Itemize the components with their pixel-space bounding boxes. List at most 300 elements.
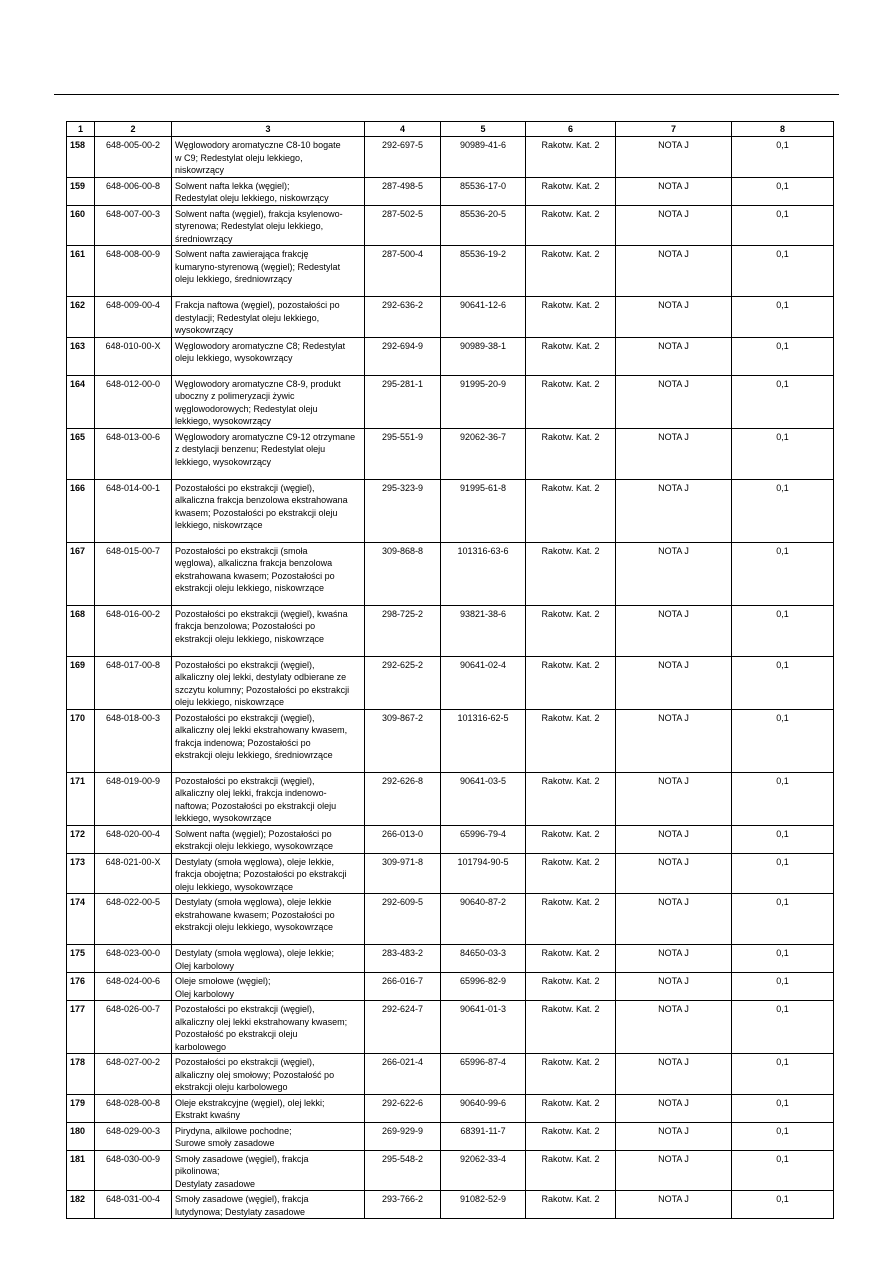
row-number: 162 bbox=[67, 297, 95, 338]
concentration-limit: 0,1 bbox=[732, 709, 834, 772]
we-number: 292-609-5 bbox=[365, 894, 441, 945]
substance-table bbox=[66, 121, 834, 1219]
we-number: 292-636-2 bbox=[365, 297, 441, 338]
classification: Rakotw. Kat. 2 bbox=[526, 1054, 616, 1095]
row-number: 159 bbox=[67, 177, 95, 205]
substance-name-line: Pozostałości po ekstrakcji (węgiel), bbox=[175, 775, 315, 786]
substance-name-line: alkaliczny olej lekki ekstrahowany kwasem, bbox=[175, 725, 348, 735]
table-row bbox=[67, 337, 834, 375]
note: NOTA J bbox=[616, 1054, 732, 1095]
concentration-limit: 0,1 bbox=[732, 297, 834, 338]
substance-name-line: Redestylat oleju lekkiego, niskowrzący bbox=[175, 193, 329, 203]
note: NOTA J bbox=[616, 246, 732, 297]
index-number: 648-024-00-6 bbox=[95, 973, 172, 1001]
substance-name-line: Ekstrakt kwaśny bbox=[175, 1110, 241, 1120]
row-number: 168 bbox=[67, 605, 95, 656]
we-number: 287-500-4 bbox=[365, 246, 441, 297]
note: NOTA J bbox=[616, 656, 732, 709]
concentration-limit: 0,1 bbox=[732, 479, 834, 542]
we-number: 292-626-8 bbox=[365, 772, 441, 825]
substance-name-line: wysokowrzący bbox=[175, 325, 234, 335]
classification: Rakotw. Kat. 2 bbox=[526, 825, 616, 853]
substance-name-line: Olej karbolowy bbox=[175, 960, 235, 971]
substance-name-line: frakcja indenowa; Pozostałości po bbox=[175, 737, 311, 748]
substance-name bbox=[172, 894, 365, 945]
header-col-3: 3 bbox=[172, 122, 365, 137]
substance-name-line: oleju lekkiego, średniowrzący bbox=[175, 274, 293, 284]
index-number: 648-006-00-8 bbox=[95, 177, 172, 205]
substance-name-line: Solwent nafta (węgiel); Pozostałości po bbox=[175, 828, 332, 839]
index-number: 648-013-00-6 bbox=[95, 428, 172, 479]
substance-name-line: lekkiego, wysokowrzący bbox=[175, 456, 272, 467]
substance-name bbox=[172, 1191, 365, 1219]
substance-name bbox=[172, 973, 365, 1001]
substance-name-line: oleju lekkiego, niskowrzące bbox=[175, 697, 285, 707]
classification: Rakotw. Kat. 2 bbox=[526, 1150, 616, 1191]
classification: Rakotw. Kat. 2 bbox=[526, 137, 616, 178]
table-row bbox=[67, 945, 834, 973]
concentration-limit: 0,1 bbox=[732, 205, 834, 246]
substance-name-line: alkaliczny olej smołowy; Pozostałość po bbox=[175, 1069, 335, 1080]
row-number: 163 bbox=[67, 337, 95, 375]
table-row bbox=[67, 1191, 834, 1219]
substance-name-line: Pirydyna, alkilowe pochodne; bbox=[175, 1125, 292, 1136]
concentration-limit: 0,1 bbox=[732, 853, 834, 894]
note: NOTA J bbox=[616, 137, 732, 178]
cas-number: 84650-03-3 bbox=[441, 945, 526, 973]
index-number: 648-010-00-X bbox=[95, 337, 172, 375]
substance-name-line: Węglowodory aromatyczne C8-9, produkt bbox=[175, 378, 341, 389]
substance-name-line: ekstrakcji oleju lekkiego, wysokowrzące bbox=[175, 841, 334, 851]
row-number: 176 bbox=[67, 973, 95, 1001]
cas-number: 92062-36-7 bbox=[441, 428, 526, 479]
row-number: 180 bbox=[67, 1122, 95, 1150]
substance-name-line: Smoły zasadowe (węgiel), frakcja bbox=[175, 1194, 309, 1204]
substance-name bbox=[172, 772, 365, 825]
substance-name-line: Pozostałości po ekstrakcji (węgiel), bbox=[175, 659, 315, 670]
index-number: 648-008-00-9 bbox=[95, 246, 172, 297]
substance-name bbox=[172, 605, 365, 656]
table-row bbox=[67, 542, 834, 605]
classification: Rakotw. Kat. 2 bbox=[526, 709, 616, 772]
header-col-4: 4 bbox=[365, 122, 441, 137]
substance-name-line: Destylaty (smoła węglowa), oleje lekkie, bbox=[175, 856, 335, 867]
substance-name-line: ekstrakcji oleju lekkiego, średniowrzące bbox=[175, 750, 333, 760]
row-number: 169 bbox=[67, 656, 95, 709]
table-row bbox=[67, 246, 834, 297]
cas-number: 65996-79-4 bbox=[441, 825, 526, 853]
row-number: 165 bbox=[67, 428, 95, 479]
substance-name bbox=[172, 479, 365, 542]
classification: Rakotw. Kat. 2 bbox=[526, 894, 616, 945]
substance-name-line: Oleje ekstrakcyjne (węgiel), olej lekki; bbox=[175, 1097, 325, 1108]
header-col-2: 2 bbox=[95, 122, 172, 137]
concentration-limit: 0,1 bbox=[732, 177, 834, 205]
index-number: 648-021-00-X bbox=[95, 853, 172, 894]
cas-number: 65996-87-4 bbox=[441, 1054, 526, 1095]
substance-name-line: oleju lekkiego, wysokowrzący bbox=[175, 353, 293, 363]
substance-name bbox=[172, 1054, 365, 1095]
we-number: 266-013-0 bbox=[365, 825, 441, 853]
substance-name-line: ekstrahowana kwasem; Pozostałości po bbox=[175, 570, 335, 581]
we-number: 298-725-2 bbox=[365, 605, 441, 656]
note: NOTA J bbox=[616, 1001, 732, 1054]
cas-number: 90641-01-3 bbox=[441, 1001, 526, 1054]
cas-number: 90989-38-1 bbox=[441, 337, 526, 375]
substance-name-line: Węglowodory aromatyczne C9-12 otrzymane bbox=[175, 431, 356, 442]
table-row bbox=[67, 825, 834, 853]
note: NOTA J bbox=[616, 605, 732, 656]
table-row bbox=[67, 1001, 834, 1054]
note: NOTA J bbox=[616, 542, 732, 605]
substance-name bbox=[172, 656, 365, 709]
index-number: 648-029-00-3 bbox=[95, 1122, 172, 1150]
table-row bbox=[67, 1054, 834, 1095]
row-number: 166 bbox=[67, 479, 95, 542]
cas-number: 91995-20-9 bbox=[441, 375, 526, 428]
substance-name-line: alkaliczny olej lekki, frakcja indenowo- bbox=[175, 788, 327, 798]
substance-name-line: średniowrzący bbox=[175, 233, 233, 244]
cas-number: 91995-61-8 bbox=[441, 479, 526, 542]
page-top-rule bbox=[54, 94, 839, 95]
note: NOTA J bbox=[616, 1122, 732, 1150]
note: NOTA J bbox=[616, 337, 732, 375]
substance-name bbox=[172, 205, 365, 246]
substance-name-line: ekstrahowane kwasem; Pozostałości po bbox=[175, 909, 335, 920]
classification: Rakotw. Kat. 2 bbox=[526, 1122, 616, 1150]
index-number: 648-009-00-4 bbox=[95, 297, 172, 338]
we-number: 293-766-2 bbox=[365, 1191, 441, 1219]
substance-name-line: pikolinowa; bbox=[175, 1166, 220, 1176]
substance-name-line: Pozostałości po ekstrakcji (smoła bbox=[175, 545, 308, 556]
cas-number: 85536-17-0 bbox=[441, 177, 526, 205]
cas-number: 90640-99-6 bbox=[441, 1094, 526, 1122]
we-number: 292-624-7 bbox=[365, 1001, 441, 1054]
substance-name-line: Frakcja naftowa (węgiel), pozostałości po bbox=[175, 300, 340, 310]
index-number: 648-012-00-0 bbox=[95, 375, 172, 428]
substance-name bbox=[172, 1150, 365, 1191]
cas-number: 91082-52-9 bbox=[441, 1191, 526, 1219]
row-number: 179 bbox=[67, 1094, 95, 1122]
table-row bbox=[67, 297, 834, 338]
index-number: 648-017-00-8 bbox=[95, 656, 172, 709]
classification: Rakotw. Kat. 2 bbox=[526, 1001, 616, 1054]
classification: Rakotw. Kat. 2 bbox=[526, 605, 616, 656]
classification: Rakotw. Kat. 2 bbox=[526, 945, 616, 973]
classification: Rakotw. Kat. 2 bbox=[526, 375, 616, 428]
classification: Rakotw. Kat. 2 bbox=[526, 772, 616, 825]
header-col-1: 1 bbox=[67, 122, 95, 137]
table-row bbox=[67, 375, 834, 428]
cas-number: 90641-02-4 bbox=[441, 656, 526, 709]
table-row bbox=[67, 656, 834, 709]
concentration-limit: 0,1 bbox=[732, 1094, 834, 1122]
concentration-limit: 0,1 bbox=[732, 894, 834, 945]
cas-number: 85536-20-5 bbox=[441, 205, 526, 246]
cas-number: 90640-87-2 bbox=[441, 894, 526, 945]
classification: Rakotw. Kat. 2 bbox=[526, 1191, 616, 1219]
substance-name-line: Solwent nafta lekka (węgiel); bbox=[175, 180, 290, 191]
substance-name bbox=[172, 1001, 365, 1054]
concentration-limit: 0,1 bbox=[732, 542, 834, 605]
index-number: 648-026-00-7 bbox=[95, 1001, 172, 1054]
note: NOTA J bbox=[616, 479, 732, 542]
concentration-limit: 0,1 bbox=[732, 772, 834, 825]
substance-name bbox=[172, 297, 365, 338]
substance-name-line: alkaliczny olej lekki, destylaty odbierane ze bbox=[175, 672, 347, 682]
note: NOTA J bbox=[616, 1094, 732, 1122]
substance-name-line: styrenowa; Redestylat oleju lekkiego, bbox=[175, 221, 324, 231]
index-number: 648-015-00-7 bbox=[95, 542, 172, 605]
we-number: 295-281-1 bbox=[365, 375, 441, 428]
we-number: 292-625-2 bbox=[365, 656, 441, 709]
classification: Rakotw. Kat. 2 bbox=[526, 853, 616, 894]
row-number: 177 bbox=[67, 1001, 95, 1054]
substance-name-line: Surowe smoły zasadowe bbox=[175, 1138, 275, 1148]
we-number: 292-697-5 bbox=[365, 137, 441, 178]
substance-name-line: destylacji; Redestylat oleju lekkiego, bbox=[175, 312, 320, 323]
index-number: 648-019-00-9 bbox=[95, 772, 172, 825]
we-number: 283-483-2 bbox=[365, 945, 441, 973]
substance-name-line: Destylaty zasadowe bbox=[175, 1178, 256, 1189]
substance-name bbox=[172, 177, 365, 205]
substance-name bbox=[172, 337, 365, 375]
substance-name-line: ekstrakcji oleju lekkiego, wysokowrzące bbox=[175, 922, 334, 932]
cas-number: 65996-82-9 bbox=[441, 973, 526, 1001]
concentration-limit: 0,1 bbox=[732, 375, 834, 428]
substance-name-line: kwasem; Pozostałości po ekstrakcji oleju bbox=[175, 507, 338, 518]
substance-name bbox=[172, 1122, 365, 1150]
classification: Rakotw. Kat. 2 bbox=[526, 656, 616, 709]
substance-name-line: Pozostałości po ekstrakcji (węgiel), bbox=[175, 1004, 315, 1014]
table-row bbox=[67, 853, 834, 894]
substance-name-line: ekstrakcji oleju karbolowego bbox=[175, 1082, 288, 1092]
cas-number: 90641-03-5 bbox=[441, 772, 526, 825]
we-number: 295-323-9 bbox=[365, 479, 441, 542]
substance-name-line: Węglowodory aromatyczne C8-10 bogate bbox=[175, 140, 341, 150]
header-col-5: 5 bbox=[441, 122, 526, 137]
note: NOTA J bbox=[616, 825, 732, 853]
note: NOTA J bbox=[616, 375, 732, 428]
substance-name-line: Oleje smołowe (węgiel); bbox=[175, 976, 271, 986]
note: NOTA J bbox=[616, 1150, 732, 1191]
substance-name bbox=[172, 246, 365, 297]
row-number: 164 bbox=[67, 375, 95, 428]
note: NOTA J bbox=[616, 709, 732, 772]
index-number: 648-028-00-8 bbox=[95, 1094, 172, 1122]
concentration-limit: 0,1 bbox=[732, 656, 834, 709]
substance-name-line: lekkiego, niskowrzące bbox=[175, 520, 263, 530]
concentration-limit: 0,1 bbox=[732, 945, 834, 973]
substance-name-line: uboczny z polimeryzacji żywic bbox=[175, 391, 295, 401]
substance-name bbox=[172, 709, 365, 772]
note: NOTA J bbox=[616, 894, 732, 945]
table-row bbox=[67, 137, 834, 178]
index-number: 648-023-00-0 bbox=[95, 945, 172, 973]
substance-name-line: oleju lekkiego, wysokowrzące bbox=[175, 881, 294, 892]
substance-name-line: karbolowego bbox=[175, 1041, 227, 1052]
substance-name-line: szczytu kolumny; Pozostałości po ekstrakcji bbox=[175, 684, 350, 695]
substance-name-line: lutydynowa; Destylaty zasadowe bbox=[175, 1206, 306, 1217]
classification: Rakotw. Kat. 2 bbox=[526, 973, 616, 1001]
classification: Rakotw. Kat. 2 bbox=[526, 428, 616, 479]
we-number: 295-548-2 bbox=[365, 1150, 441, 1191]
index-number: 648-005-00-2 bbox=[95, 137, 172, 178]
substance-name bbox=[172, 825, 365, 853]
substance-name-line: Węglowodory aromatyczne C8; Redestylat bbox=[175, 340, 346, 351]
note: NOTA J bbox=[616, 297, 732, 338]
classification: Rakotw. Kat. 2 bbox=[526, 205, 616, 246]
substance-name-line: z destylacji benzenu; Redestylat oleju bbox=[175, 444, 326, 454]
concentration-limit: 0,1 bbox=[732, 1122, 834, 1150]
substance-name-line: Smoły zasadowe (węgiel), frakcja bbox=[175, 1153, 309, 1164]
index-number: 648-031-00-4 bbox=[95, 1191, 172, 1219]
index-number: 648-014-00-1 bbox=[95, 479, 172, 542]
row-number: 158 bbox=[67, 137, 95, 178]
table-row bbox=[67, 479, 834, 542]
row-number: 182 bbox=[67, 1191, 95, 1219]
we-number: 309-868-8 bbox=[365, 542, 441, 605]
index-number: 648-022-00-5 bbox=[95, 894, 172, 945]
substance-name-line: Solwent nafta zawierająca frakcję bbox=[175, 249, 309, 259]
substance-name-line: ekstrakcji oleju lekkiego, niskowrzące bbox=[175, 633, 325, 644]
concentration-limit: 0,1 bbox=[732, 337, 834, 375]
table-row bbox=[67, 428, 834, 479]
classification: Rakotw. Kat. 2 bbox=[526, 337, 616, 375]
substance-name bbox=[172, 853, 365, 894]
classification: Rakotw. Kat. 2 bbox=[526, 1094, 616, 1122]
we-number: 295-551-9 bbox=[365, 428, 441, 479]
we-number: 266-016-7 bbox=[365, 973, 441, 1001]
header-col-6: 6 bbox=[526, 122, 616, 137]
substance-name bbox=[172, 945, 365, 973]
table-row bbox=[67, 709, 834, 772]
concentration-limit: 0,1 bbox=[732, 825, 834, 853]
cas-number: 93821-38-6 bbox=[441, 605, 526, 656]
concentration-limit: 0,1 bbox=[732, 246, 834, 297]
we-number: 269-929-9 bbox=[365, 1122, 441, 1150]
header-col-7: 7 bbox=[616, 122, 732, 137]
index-number: 648-020-00-4 bbox=[95, 825, 172, 853]
substance-name-line: w C9; Redestylat oleju lekkiego, bbox=[175, 152, 303, 163]
table-row bbox=[67, 1094, 834, 1122]
substance-name-line: naftowa; Pozostałości po ekstrakcji oleju bbox=[175, 800, 337, 811]
note: NOTA J bbox=[616, 428, 732, 479]
note: NOTA J bbox=[616, 772, 732, 825]
substance-name bbox=[172, 1094, 365, 1122]
row-number: 160 bbox=[67, 205, 95, 246]
cas-number: 92062-33-4 bbox=[441, 1150, 526, 1191]
row-number: 167 bbox=[67, 542, 95, 605]
row-number: 161 bbox=[67, 246, 95, 297]
row-number: 172 bbox=[67, 825, 95, 853]
classification: Rakotw. Kat. 2 bbox=[526, 542, 616, 605]
substance-name-line: Solwent nafta (węgiel), frakcja ksylenowo- bbox=[175, 208, 343, 219]
note: NOTA J bbox=[616, 1191, 732, 1219]
classification: Rakotw. Kat. 2 bbox=[526, 297, 616, 338]
we-number: 266-021-4 bbox=[365, 1054, 441, 1095]
substance-name-line: frakcja benzolowa; Pozostałości po bbox=[175, 621, 316, 631]
classification: Rakotw. Kat. 2 bbox=[526, 177, 616, 205]
substance-name-line: Pozostałości po ekstrakcji (węgiel), bbox=[175, 712, 315, 723]
substance-name bbox=[172, 137, 365, 178]
note: NOTA J bbox=[616, 945, 732, 973]
cas-number: 90989-41-6 bbox=[441, 137, 526, 178]
classification: Rakotw. Kat. 2 bbox=[526, 479, 616, 542]
index-number: 648-016-00-2 bbox=[95, 605, 172, 656]
row-number: 171 bbox=[67, 772, 95, 825]
note: NOTA J bbox=[616, 973, 732, 1001]
row-number: 174 bbox=[67, 894, 95, 945]
substance-name-line: lekkiego, wysokowrzący bbox=[175, 416, 272, 426]
cas-number: 101316-62-5 bbox=[441, 709, 526, 772]
note: NOTA J bbox=[616, 205, 732, 246]
substance-name-line: Destylaty (smoła węglowa), oleje lekkie bbox=[175, 897, 332, 907]
substance-name bbox=[172, 375, 365, 428]
index-number: 648-018-00-3 bbox=[95, 709, 172, 772]
substance-name-line: niskowrzący bbox=[175, 165, 225, 175]
substance-name-line: Pozostałości po ekstrakcji (węgiel), bbox=[175, 1057, 315, 1067]
table-row bbox=[67, 1150, 834, 1191]
row-number: 170 bbox=[67, 709, 95, 772]
substance-name-line: węglowodorowych; Redestylat oleju bbox=[175, 403, 318, 414]
note: NOTA J bbox=[616, 853, 732, 894]
table-row bbox=[67, 973, 834, 1001]
index-number: 648-007-00-3 bbox=[95, 205, 172, 246]
table-row bbox=[67, 894, 834, 945]
note: NOTA J bbox=[616, 177, 732, 205]
header-col-8: 8 bbox=[732, 122, 834, 137]
table-row bbox=[67, 205, 834, 246]
index-number: 648-030-00-9 bbox=[95, 1150, 172, 1191]
substance-name-line: alkaliczny olej lekki ekstrahowany kwasem; bbox=[175, 1016, 348, 1027]
substance-name bbox=[172, 428, 365, 479]
substance-name-line: Pozostałość po ekstrakcji oleju bbox=[175, 1029, 298, 1039]
row-number: 178 bbox=[67, 1054, 95, 1095]
cas-number: 90641-12-6 bbox=[441, 297, 526, 338]
substance-name-line: frakcja obojętna; Pozostałości po ekstrakcji bbox=[175, 869, 347, 879]
row-number: 175 bbox=[67, 945, 95, 973]
we-number: 287-498-5 bbox=[365, 177, 441, 205]
table-row bbox=[67, 772, 834, 825]
substance-name bbox=[172, 542, 365, 605]
substance-name-line: ekstrakcji oleju lekkiego, niskowrzące bbox=[175, 583, 325, 593]
we-number: 309-867-2 bbox=[365, 709, 441, 772]
concentration-limit: 0,1 bbox=[732, 605, 834, 656]
concentration-limit: 0,1 bbox=[732, 1191, 834, 1219]
substance-name-line: kumaryno-styrenową (węgiel); Redestylat bbox=[175, 261, 341, 272]
row-number: 173 bbox=[67, 853, 95, 894]
we-number: 292-694-9 bbox=[365, 337, 441, 375]
concentration-limit: 0,1 bbox=[732, 137, 834, 178]
concentration-limit: 0,1 bbox=[732, 1001, 834, 1054]
we-number: 309-971-8 bbox=[365, 853, 441, 894]
table-row bbox=[67, 1122, 834, 1150]
substance-name-line: Pozostałości po ekstrakcji (węgiel), kwaśna bbox=[175, 608, 348, 619]
concentration-limit: 0,1 bbox=[732, 428, 834, 479]
concentration-limit: 0,1 bbox=[732, 1150, 834, 1191]
concentration-limit: 0,1 bbox=[732, 973, 834, 1001]
cas-number: 101794-90-5 bbox=[441, 853, 526, 894]
classification: Rakotw. Kat. 2 bbox=[526, 246, 616, 297]
row-number: 181 bbox=[67, 1150, 95, 1191]
substance-name-line: Olej karbolowy bbox=[175, 988, 235, 999]
substance-name-line: węglowa), alkaliczna frakcja benzolowa bbox=[175, 558, 333, 568]
we-number: 292-622-6 bbox=[365, 1094, 441, 1122]
substance-name-line: Destylaty (smoła węglowa), oleje lekkie; bbox=[175, 948, 335, 958]
substance-name-line: Pozostałości po ekstrakcji (węgiel), bbox=[175, 482, 315, 493]
cas-number: 85536-19-2 bbox=[441, 246, 526, 297]
